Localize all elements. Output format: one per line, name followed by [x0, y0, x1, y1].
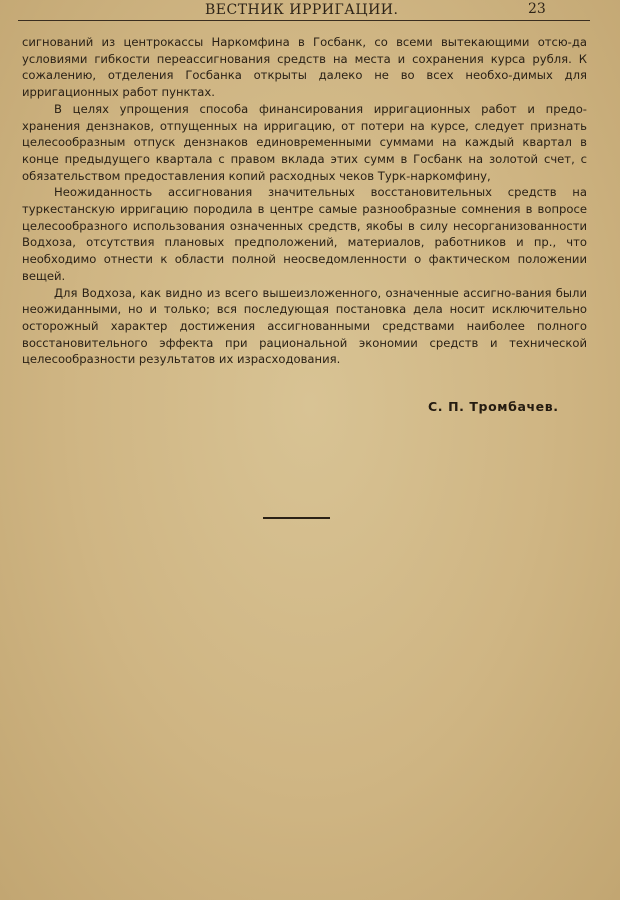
paragraph-2: В целях упрощения способа финансирования ирригационных работ и предо-хранения дензнаков, отпущенных на ирригацию, от потери на курсе, следует признать целесообразным отпуск дензнаков единовременными суммами на каждый квартал в конце предыдущего квартала с правом вклада этих сумм в Госбанк на золотой счет, с обязательством предоставления копий расходных чеков Турк-наркомфину,	[22, 101, 587, 183]
author-signature: С. П. Тромбачев.	[428, 399, 559, 414]
paragraph-4: Для Водхоза, как видно из всего вышеизложенного, означенные ассигно-вания были неожиданными, но и только; вся последующая постановка дела носит исключительно осторожный характер достижения ассигнованными средствами наиболее полного восстановительного эффекта при рациональной экономии средств и технической целесообразности результатов их израсходования.	[22, 285, 587, 367]
paragraph-3: Неожиданность ассигнования значительных восстановительных средств на туркестанскую ирригацию породила в центре самые разнообразные сомнения в вопросе целесообразного использования означенных средств, якобы в силу несорганизованности Водхоза, отсутствия плановых предположений, материалов, работников и пр., что необходимо отнести к области полной неосведомленности о фактическом положении вещей.	[22, 185, 587, 283]
paragraph-1: сигнований из центрокассы Наркомфина в Госбанк, со всеми вытекающими отсю-да условиями гибкости переассигнования средств на места и сохранения курса рубля. К сожалению, отделения Госбанка открыты далеко не во всех необхо-димых для ирригационных работ пунктах.	[22, 35, 587, 100]
page-number: 23	[528, 1, 546, 17]
running-title: ВЕСТНИК ИРРИГАЦИИ.	[205, 2, 399, 18]
page-header	[0, 0, 620, 22]
header-rule	[18, 20, 590, 21]
article-body	[22, 34, 587, 368]
closing-rule	[263, 517, 330, 519]
